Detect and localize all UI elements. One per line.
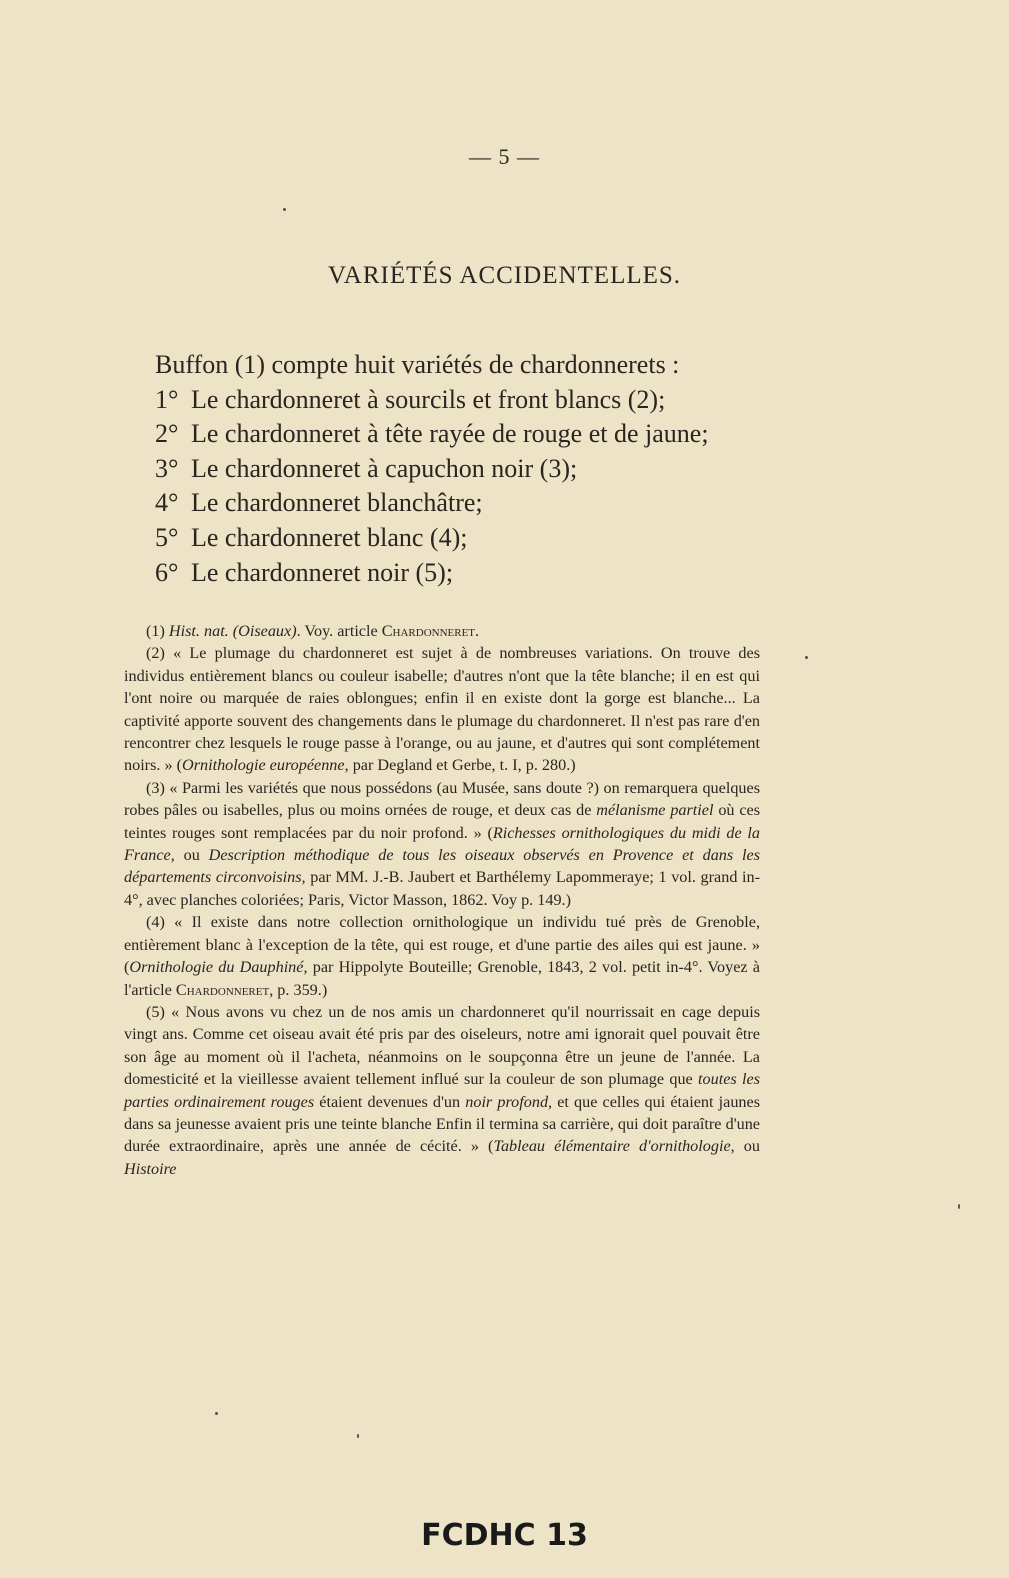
footnote-number: (1) [146, 622, 165, 640]
footnote-text: , ou [730, 1137, 760, 1156]
footnote-number: (3) [146, 778, 165, 797]
footnote-3 [124, 777, 760, 911]
variety-item [155, 521, 795, 556]
footnote-number: (4) [146, 913, 165, 932]
footnote-text: étaient devenues d'un [319, 1092, 461, 1111]
footnote-source: Tableau élémentaire d'ornithologie [493, 1137, 731, 1156]
footnote-source: Richesses ornithologiques du midi de la France, [124, 823, 761, 865]
footnotes [124, 620, 760, 1180]
footer-label: FCDHC 13 [421, 1518, 588, 1553]
variety-text: Le chardonneret blanchâtre; [191, 488, 483, 518]
intro-line: Buffon (1) compte huit variétés de chardonnerets : [155, 350, 680, 379]
varieties-list [155, 348, 795, 590]
paper-speck [357, 1434, 359, 1438]
footnote-ref: Chardonneret, [175, 980, 274, 999]
paper-speck [283, 208, 286, 211]
footnote-text: « Nous avons vu chez un de nos amis un chardonneret qu'il nourrissait en cage depuis vingt ans. Comme cet oiseau avait été pris par des oiseleurs, notre ami ignorait quel pouvait être son âge au moment où il l'acheta, néanmoins on le soupçonna être un jeune de l'année. La domesticité et la vieillesse avaient tellement influé sur la couleur de son plumage que [124, 1002, 761, 1089]
variety-number: 5° [155, 522, 179, 552]
footnote-4 [124, 911, 760, 1001]
footnote-text: où ces teintes rouges sont remplacées par du noir profond. » ( [124, 801, 761, 842]
footnote-1 [124, 620, 760, 642]
footnote-2 [124, 642, 760, 776]
footnote-emphasis: noir profond [465, 1092, 549, 1111]
paper-speck [215, 1412, 218, 1415]
footnote-number: (5) [146, 1002, 165, 1021]
variety-item [155, 486, 795, 521]
footnote-text: « Il existe dans notre collection ornithologique un individu tué près de Grenoble, entièrement blanc à l'exception de la tête, qui est rouge, et d'une partie des ailes qui est jaune. » ( [124, 913, 760, 977]
variety-item [155, 383, 795, 418]
footnote-text: , par Hippolyte Bouteille; Grenoble, 1843, 2 vol. petit in-4°. Voyez à l'article [124, 958, 760, 999]
variety-text: Le chardonneret à tête rayée de rouge et de jaune; [191, 419, 709, 449]
paper-speck [805, 656, 808, 659]
paper-speck [958, 1204, 960, 1209]
variety-number: 6° [155, 557, 179, 587]
variety-item [155, 452, 795, 487]
variety-item [155, 556, 795, 591]
footnote-source: (Oiseaux) [232, 622, 297, 640]
variety-number: 1° [155, 384, 179, 414]
footnote-text: . Voy. article [296, 622, 378, 640]
section-title: VARIÉTÉS ACCIDENTELLES. [327, 262, 682, 289]
variety-number: 3° [155, 453, 179, 483]
footnote-source: Hist. nat. [168, 622, 229, 640]
footnote-number: (2) [146, 644, 165, 663]
footnote-text: « Le plumage du chardonneret est sujet à de nombreuses variations. On trouve des individus entièrement blancs ou couleur isabelle; d'autres n'ont que la tête blanche; il en est qui l'ont noire ou marquée de raies oblongues; enfin il en existe dont la gorge est blanche... La captivité apporte souvent des changements dans le plumage du chardonneret. Il n'est pas rare d'en rencontrer chez lesquels le rouge passe à l'orange, ou au jaune, et d'autres qui sont complétement noirs. » ( [124, 644, 760, 775]
variety-text: Le chardonneret blanc (4); [191, 522, 468, 552]
footnote-text: ou [183, 846, 200, 865]
footnote-text: par MM. J.-B. Jaubert et Barthélemy Lapommeraye; 1 vol. grand in-4°, avec planches coloriées; Paris, Victor Masson, 1862. Voy p. 149.) [124, 868, 761, 909]
variety-number: 4° [155, 488, 179, 518]
footnote-source: Ornithologie du Dauphiné [129, 958, 304, 977]
variety-text: Le chardonneret à sourcils et front blancs (2); [191, 384, 666, 414]
footnote-emphasis: mélanisme partiel [596, 801, 714, 820]
page-number: — 5 — [469, 144, 540, 169]
footnote-text: , et que celles qui étaient jaunes dans sa jeunesse avaient pris une teinte blanche Enfin il termina sa carrière, qui doit paraître d'une durée extraordinaire, après une année de cécité. » ( [124, 1092, 760, 1156]
footnote-5 [124, 1001, 760, 1180]
footnote-text: p. 359.) [277, 980, 328, 999]
footnote-source: Histoire [124, 1159, 177, 1178]
variety-text: Le chardonneret noir (5); [191, 557, 454, 587]
footnote-source: Ornithologie européenne [182, 756, 345, 775]
footnote-source: Description méthodique de tous les oiseaux observés en Provence et dans les départements circonvoisins, [124, 846, 761, 887]
footnote-text: « Parmi les variétés que nous possédons (au Musée, sans doute ?) on remarquera quelques robes pâles ou isabelles, plus ou moins ornées de rouge, et deux cas de [124, 778, 760, 820]
variety-number: 2° [155, 419, 179, 449]
footnote-text: , par Degland et Gerbe, t. I, p. 280.) [344, 756, 576, 775]
footnote-emphasis: toutes les parties ordinairement rouges [124, 1070, 760, 1111]
variety-item [155, 417, 795, 452]
footnote-ref: Chardonneret. [381, 622, 480, 640]
variety-text: Le chardonneret à capuchon noir (3); [191, 453, 578, 483]
